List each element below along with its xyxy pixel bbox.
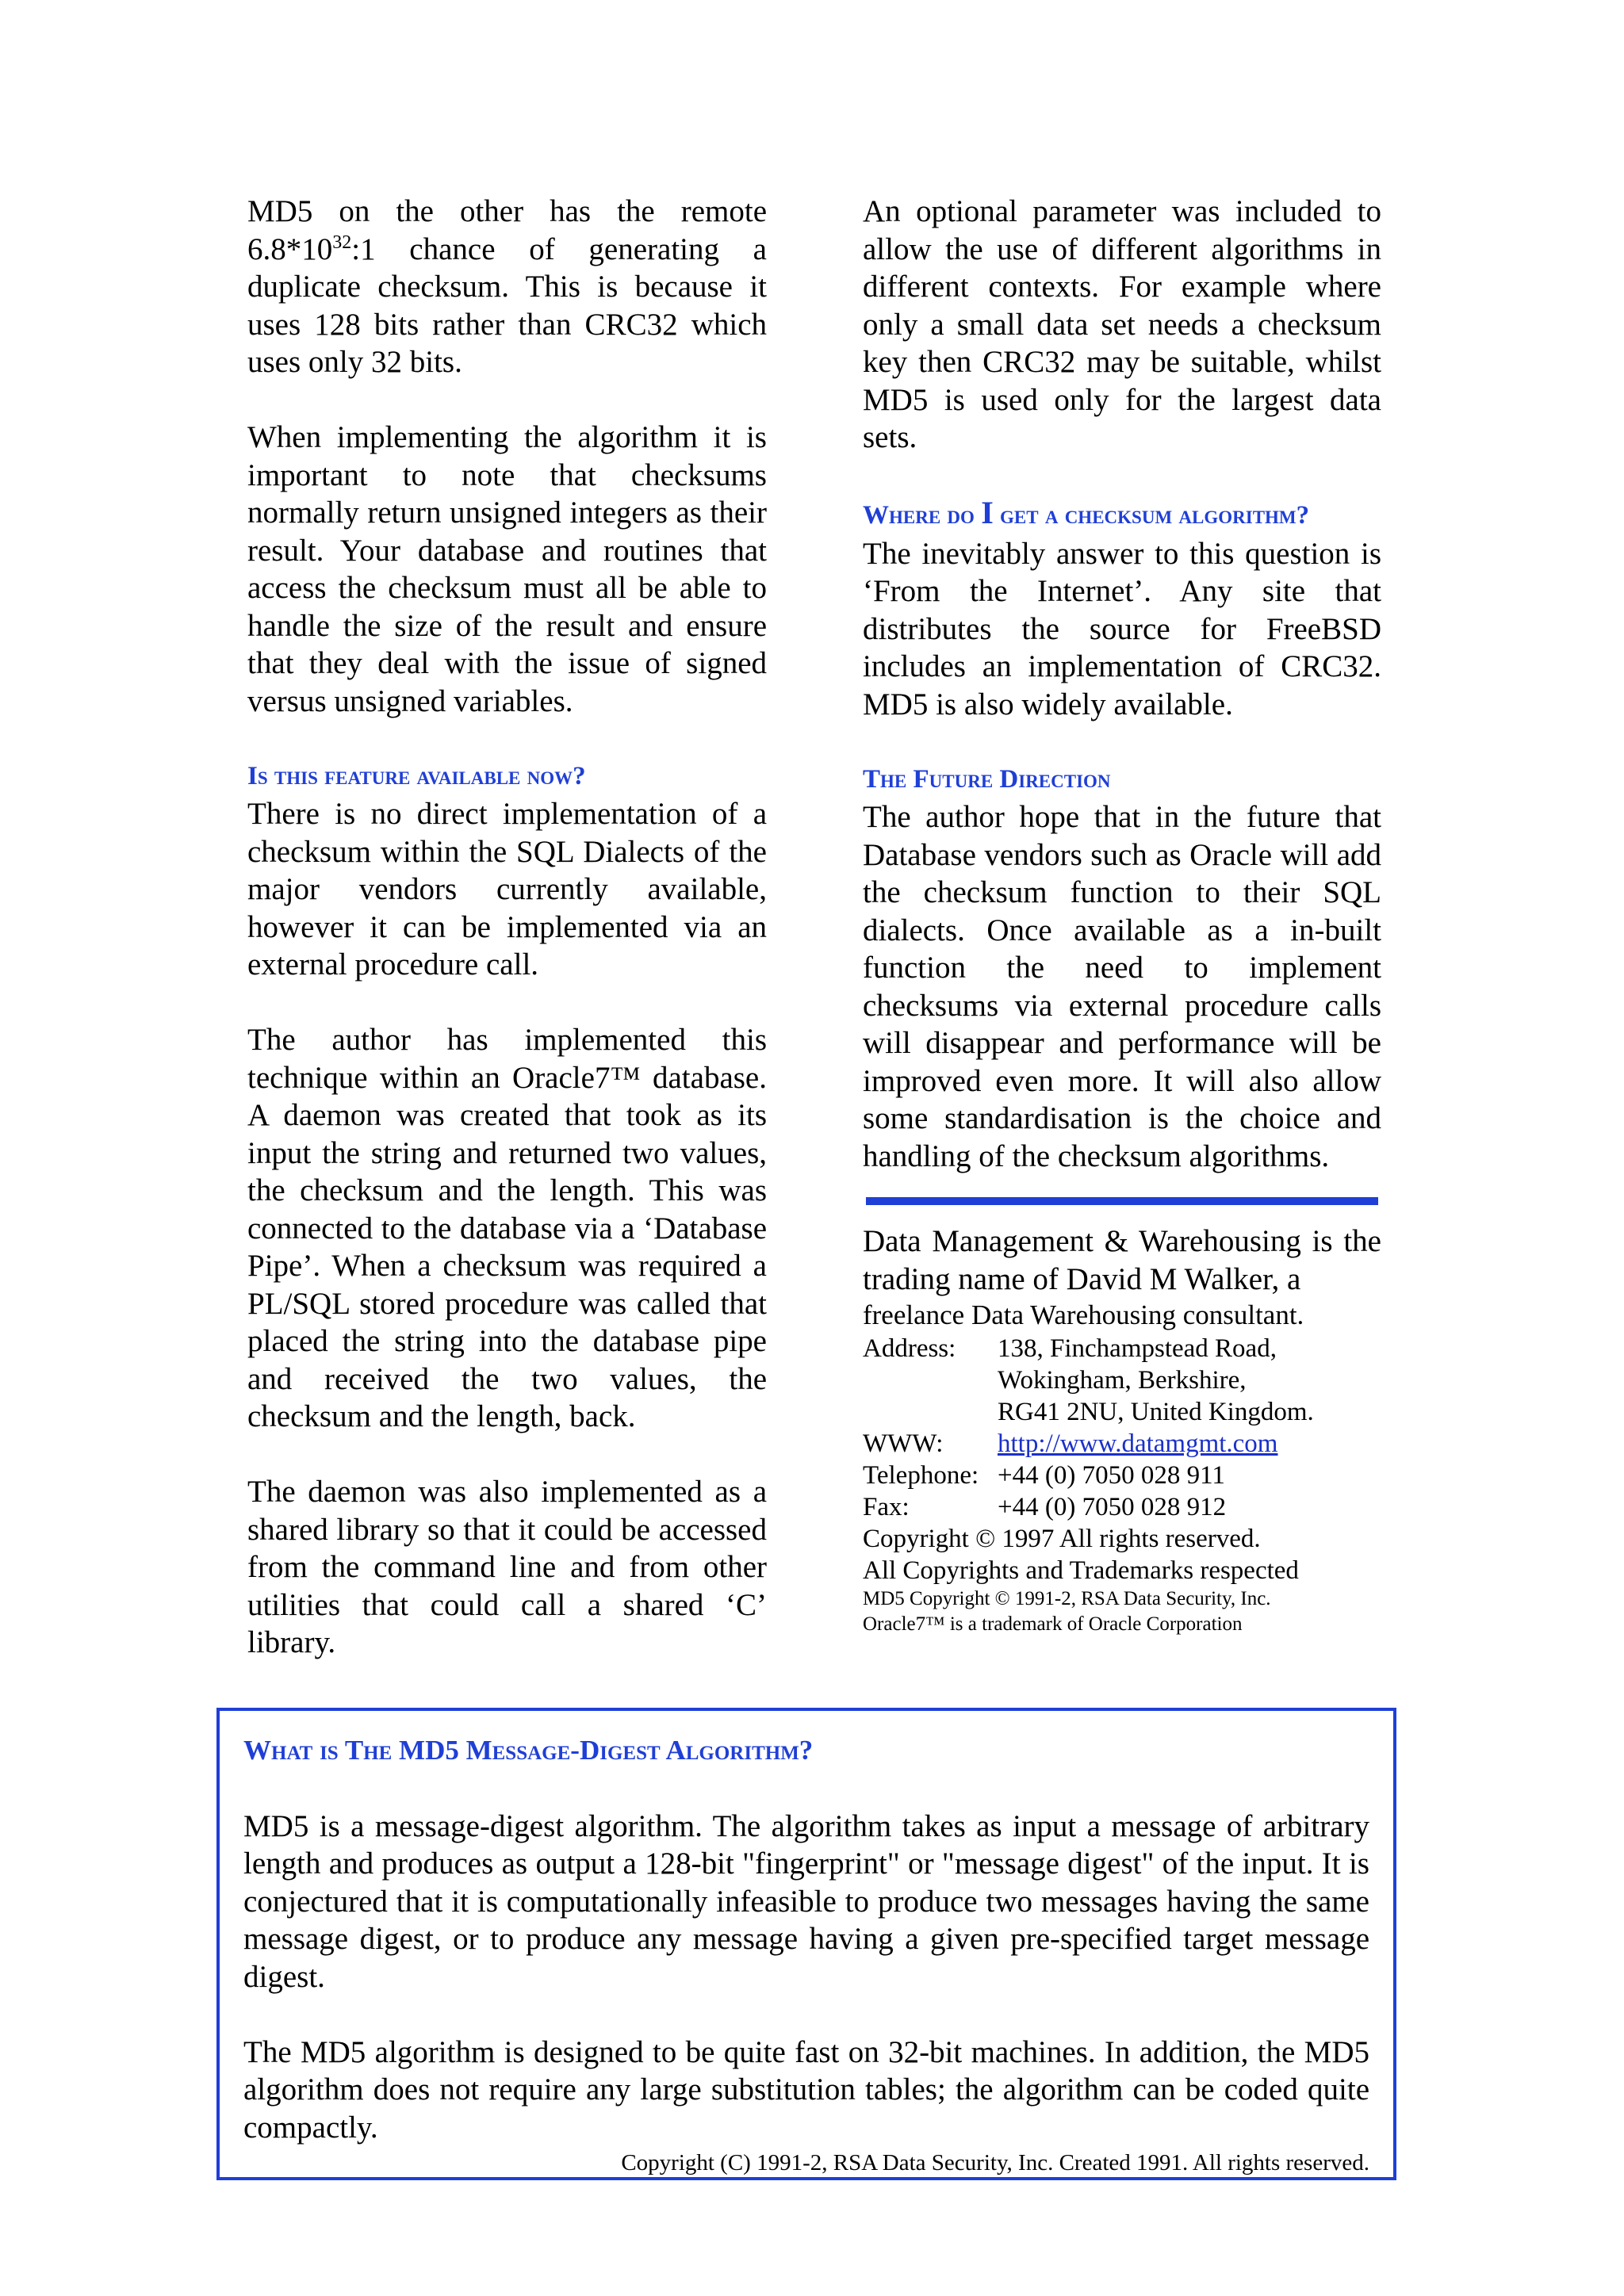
oracle-trademark-notice: Oracle7™ is a trademark of Oracle Corporation	[863, 1613, 1243, 1635]
www-label: WWW:	[863, 1429, 944, 1458]
contact-intro: Data Management & Warehousing is the trading name of David M Walker, a	[863, 1224, 1381, 1296]
heading-where-part-b: I	[981, 495, 994, 530]
md5-odds-lead: MD5 on the other has the remote 6.8*10	[247, 194, 767, 266]
md5-box-copyright: Copyright (C) 1991-2, RSA Data Security, Inc. Created 1991. All rights reserved.	[621, 2150, 1369, 2175]
fax-value: +44 (0) 7050 028 912	[998, 1493, 1227, 1521]
contact-intro-freelance: freelance Data Warehousing consultant.	[863, 1299, 1304, 1330]
heading-where-part-c: get a checksum algorithm?	[993, 501, 1310, 530]
future-direction-paragraph: The author hope that in the future that Database vendors such as Oracle will add the checksum function to their SQL dialects. Once available as a in-built function the need to implement checksums via external procedure calls will disappear and performance will be improved even more. It will also allow some standardisation is the choice and handling of the checksum algorithms.	[863, 800, 1381, 1173]
md5-box-paragraph-2: The MD5 algorithm is designed to be quite fast on 32-bit machines. In addition, the MD5 algorithm does not require any large substitution tables; the algorithm can be coded quite compactly.	[243, 2034, 1369, 2145]
address-label-spacer-2	[863, 1396, 998, 1428]
address-label: Address:	[863, 1334, 956, 1363]
blue-divider	[866, 1197, 1378, 1205]
address-label-spacer	[863, 1364, 998, 1396]
heading-where-get-algorithm	[863, 494, 1381, 535]
md5-info-box	[216, 1708, 1396, 2180]
contact-block	[863, 1223, 1381, 1637]
shared-library-paragraph: The daemon was also implemented as a shared library so that it could be accessed from the command line and from other utilities that could call a shared ‘C’ library.	[247, 1475, 767, 1659]
md5-box-paragraph-1: MD5 is a message-digest algorithm. The algorithm takes as input a message of arbitrary length and produces as output a 128-bit "fingerprint" or "message digest" of the input. It is conjectured that it is computationally infeasible to produce two messages having the same message digest, or to produce any message having a given pre-specified target message digest.	[243, 1808, 1369, 1994]
copyright-notice: Copyright © 1997 All rights reserved.	[863, 1525, 1261, 1553]
heading-future-direction: The Future Direction	[863, 764, 1111, 794]
right-column	[863, 193, 1381, 1637]
address-line-3: RG41 2NU, United Kingdom.	[998, 1398, 1314, 1426]
telephone-value: +44 (0) 7050 028 911	[998, 1461, 1225, 1490]
address-row	[863, 1333, 1314, 1364]
exponent: 32	[332, 232, 352, 253]
fax-row	[863, 1491, 1314, 1523]
fax-label: Fax:	[863, 1493, 910, 1521]
md5-copyright-notice: MD5 Copyright © 1991-2, RSA Data Security, Inc.	[863, 1588, 1271, 1609]
left-column	[247, 193, 767, 1662]
optional-parameter-paragraph: An optional parameter was included to allow the use of different algorithms in different contexts. For example where only a small data set needs a checksum key then CRC32 may be suitable, whilst MD5 is used only for the largest data sets.	[863, 194, 1381, 454]
implementation-paragraph: When implementing the algorithm it is important to note that checksums normally return unsigned integers as their result. Your database and routines that access the checksum must all be able to handle the size of the result and ensure that they deal with the issue of signed versus unsigned variables.	[247, 420, 767, 718]
heading-feature-available: Is this feature available now?	[247, 761, 586, 790]
address-row-2	[863, 1364, 1314, 1396]
website-link[interactable]: http://www.datamgmt.com	[998, 1429, 1278, 1458]
md5-odds-tail: :1 chance of generating a duplicate checksum. This is because it uses 128 bits rather than CRC32 which uses only 32 bits.	[247, 232, 767, 379]
heading-where-part-a: Where do	[863, 501, 982, 530]
telephone-label: Telephone:	[863, 1461, 979, 1490]
address-row-3	[863, 1396, 1314, 1428]
no-direct-implementation-paragraph: There is no direct implementation of a checksum within the SQL Dialects of the major vendors currently available, however it can be implemented via an external procedure call.	[247, 797, 767, 982]
oracle-daemon-paragraph: The author has implemented this technique within an Oracle7™ database. A daemon was created that took as its input the string and returned two values, the checksum and the length. This was connected to the database via a ‘Database Pipe’. When a checksum was required a PL/SQL stored procedure was called that placed the string into the database pipe and received the two values, the checksum and the length, back.	[247, 1023, 767, 1433]
md5-box-heading: What is The MD5 Message-Digest Algorithm?	[243, 1735, 814, 1766]
md5-odds-paragraph	[247, 193, 767, 381]
from-internet-paragraph: The inevitably answer to this question is ‘From the Internet’. Any site that distributes the source for FreeBSD includes an implementation of CRC32. MD5 is also widely available.	[863, 536, 1381, 721]
address-line-2: Wokingham, Berkshire,	[998, 1366, 1247, 1395]
address-line-1: 138, Finchampstead Road,	[998, 1334, 1277, 1363]
contact-details-table	[863, 1333, 1314, 1523]
www-row	[863, 1428, 1314, 1460]
telephone-row	[863, 1460, 1314, 1491]
trademarks-notice: All Copyrights and Trademarks respected	[863, 1556, 1299, 1585]
